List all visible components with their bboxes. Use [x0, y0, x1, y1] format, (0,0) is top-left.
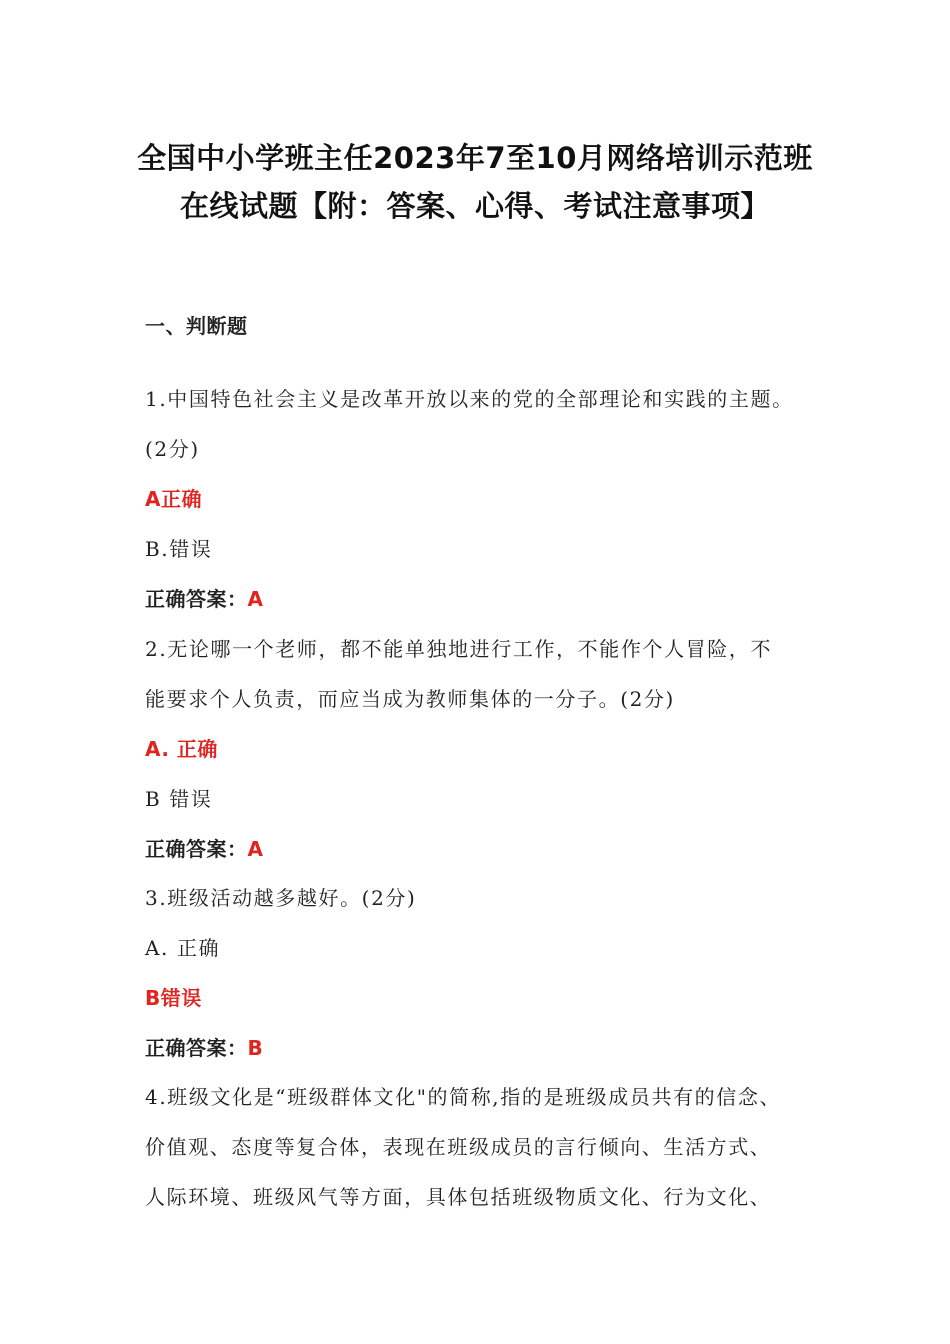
section-heading: 一、判断题	[145, 314, 248, 338]
question-3-text-line-1: 3.班级活动越多越好。(2分)	[145, 886, 417, 910]
question-3-option-a: A. 正确	[145, 936, 221, 960]
question-1-answer	[145, 583, 263, 612]
question-2-text-line-1: 2.无论哪一个老师，都不能单独地进行工作，不能作个人冒险，不	[145, 637, 773, 661]
answer-label: 正确答案：	[145, 837, 248, 861]
document-title-line-2: 在线试题【附：答案、心得、考试注意事项】	[179, 189, 770, 223]
answer-label: 正确答案：	[145, 1036, 248, 1060]
question-3-answer	[145, 1032, 263, 1061]
question-1-text-line-2: (2分)	[145, 437, 200, 461]
question-1-option-a: A正确	[145, 487, 202, 511]
question-2-option-a: A. 正确	[145, 737, 218, 761]
question-1-option-b: B.错误	[145, 537, 213, 561]
question-1-text-line-1: 1.中国特色社会主义是改革开放以来的党的全部理论和实践的主题。	[145, 387, 794, 411]
question-2-text-line-2: 能要求个人负责，而应当成为教师集体的一分子。(2分)	[145, 687, 675, 711]
answer-label: 正确答案：	[145, 587, 248, 611]
question-2-option-b: B 错误	[145, 787, 213, 811]
question-4-text-line-2: 价值观、态度等复合体，表现在班级成员的言行倾向、生活方式、	[145, 1135, 772, 1159]
question-4-text-line-3: 人际环境、班级风气等方面，具体包括班级物质文化、行为文化、	[145, 1185, 772, 1209]
answer-value: B	[247, 1036, 264, 1060]
question-2-answer	[145, 833, 263, 862]
question-4-text-line-1: 4.班级文化是“班级群体文化"的简称,指的是班级成员共有的信念、	[145, 1085, 782, 1109]
question-3-option-b: B错误	[145, 986, 202, 1010]
answer-value: A	[247, 837, 264, 861]
answer-value: A	[247, 587, 264, 611]
document-title-line-1: 全国中小学班主任2023年7至10月网络培训示范班	[137, 141, 813, 175]
